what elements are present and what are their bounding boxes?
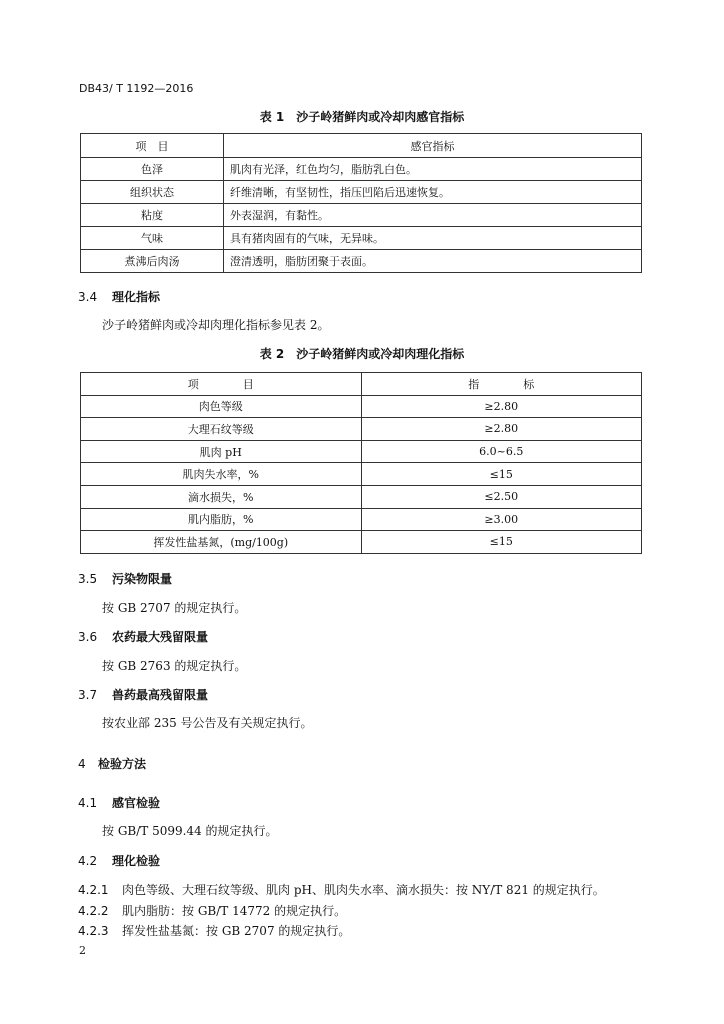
section-4-1-heading bbox=[78, 794, 160, 811]
table-cell-item: 粘度 bbox=[81, 204, 224, 227]
clause-text: 挥发性盐基氮：按 GB 2707 的规定执行。 bbox=[122, 924, 351, 938]
section-number: 4 bbox=[78, 757, 86, 771]
column-header-index: 指 标 bbox=[361, 373, 642, 396]
table-cell-item: 色泽 bbox=[81, 158, 224, 181]
table-row bbox=[81, 531, 642, 554]
section-title: 理化指标 bbox=[112, 290, 161, 304]
table-cell-value: 外表湿润，有黏性。 bbox=[224, 204, 642, 227]
table-cell-value: ≥2.80 bbox=[361, 395, 642, 418]
table-row bbox=[81, 508, 642, 531]
column-header-item: 项 目 bbox=[81, 373, 362, 396]
section-3-6-heading bbox=[78, 628, 208, 645]
clause-4-2-2 bbox=[78, 902, 346, 919]
clause-text: 肌内脂肪：按 GB/T 14772 的规定执行。 bbox=[122, 904, 347, 918]
physicochemical-index-table bbox=[80, 372, 642, 554]
page-number: 2 bbox=[79, 944, 86, 957]
document-code: DB43/ T 1192—2016 bbox=[79, 82, 194, 95]
table-row bbox=[81, 158, 642, 181]
section-number: 3.7 bbox=[78, 688, 98, 702]
table-cell-value: ≤15 bbox=[361, 531, 642, 554]
table-cell-value: ≤15 bbox=[361, 463, 642, 486]
clause-number: 4.2.1 bbox=[78, 883, 109, 897]
table-row bbox=[81, 250, 642, 273]
table-cell-item: 肌肉 pH bbox=[81, 440, 362, 463]
section-title: 理化检验 bbox=[112, 854, 161, 868]
table-header-row bbox=[81, 134, 642, 158]
section-number: 3.5 bbox=[78, 572, 98, 586]
section-number: 4.2 bbox=[78, 854, 98, 868]
section-3-5-body: 按 GB 2707 的规定执行。 bbox=[102, 601, 247, 615]
table-header-row bbox=[81, 373, 642, 396]
table-cell-item: 肌肉失水率，% bbox=[81, 463, 362, 486]
table-row bbox=[81, 204, 642, 227]
table-1-title: 表 1 沙子岭猪鲜肉或冷却肉感官指标 bbox=[259, 110, 465, 124]
table-cell-value: ≤2.50 bbox=[361, 485, 642, 508]
column-header-sensory-index: 感官指标 bbox=[224, 134, 642, 158]
section-title: 污染物限量 bbox=[112, 572, 173, 586]
table-cell-item: 大理石纹等级 bbox=[81, 418, 362, 441]
table-cell-item: 滴水损失，% bbox=[81, 485, 362, 508]
table-cell-item: 肉色等级 bbox=[81, 395, 362, 418]
table-cell-item: 气味 bbox=[81, 227, 224, 250]
section-3-7-heading bbox=[78, 686, 208, 703]
section-3-6-body: 按 GB 2763 的规定执行。 bbox=[102, 659, 247, 673]
table-row bbox=[81, 485, 642, 508]
section-3-7-body: 按农业部 235 号公告及有关规定执行。 bbox=[102, 716, 313, 730]
table-cell-value: 具有猪肉固有的气味，无异味。 bbox=[224, 227, 642, 250]
section-4-heading bbox=[78, 755, 146, 772]
clause-4-2-1 bbox=[78, 881, 605, 898]
section-title: 兽药最高残留限量 bbox=[112, 688, 209, 702]
clause-number: 4.2.2 bbox=[78, 904, 109, 918]
table-cell-value: ≥3.00 bbox=[361, 508, 642, 531]
clause-text: 肉色等级、大理石纹等级、肌肉 pH、肌肉失水率、滴水损失：按 NY/T 821 的规定执行。 bbox=[122, 883, 605, 897]
clause-number: 4.2.3 bbox=[78, 924, 109, 938]
table-row bbox=[81, 440, 642, 463]
table-cell-item: 挥发性盐基氮，(mg/100g) bbox=[81, 531, 362, 554]
table-cell-value: 纤维清晰，有坚韧性，指压凹陷后迅速恢复。 bbox=[224, 181, 642, 204]
section-number: 4.1 bbox=[78, 796, 98, 810]
table-cell-value: 肌肉有光泽，红色均匀，脂肪乳白色。 bbox=[224, 158, 642, 181]
table-cell-item: 煮沸后肉汤 bbox=[81, 250, 224, 273]
table-cell-value: 澄清透明，脂肪团聚于表面。 bbox=[224, 250, 642, 273]
section-4-2-heading bbox=[78, 852, 160, 869]
clause-4-2-3 bbox=[78, 922, 350, 939]
section-3-5-heading bbox=[78, 570, 172, 587]
table-cell-value: ≥2.80 bbox=[361, 418, 642, 441]
section-title: 感官检验 bbox=[112, 796, 161, 810]
section-title: 农药最大残留限量 bbox=[112, 630, 209, 644]
column-header-item: 项 目 bbox=[81, 134, 224, 158]
table-cell-item: 肌内脂肪，% bbox=[81, 508, 362, 531]
section-4-1-body: 按 GB/T 5099.44 的规定执行。 bbox=[102, 824, 278, 838]
table-row bbox=[81, 463, 642, 486]
table-row bbox=[81, 418, 642, 441]
table-row bbox=[81, 395, 642, 418]
table-cell-item: 组织状态 bbox=[81, 181, 224, 204]
section-number: 3.4 bbox=[78, 290, 98, 304]
table-row bbox=[81, 227, 642, 250]
section-3-4-heading bbox=[78, 288, 160, 305]
sensory-index-table bbox=[80, 133, 642, 273]
table-cell-value: 6.0~6.5 bbox=[361, 440, 642, 463]
section-number: 3.6 bbox=[78, 630, 98, 644]
section-3-4-body: 沙子岭猪鲜肉或冷却肉理化指标参见表 2。 bbox=[102, 318, 330, 332]
section-title: 检验方法 bbox=[98, 757, 147, 771]
table-row bbox=[81, 181, 642, 204]
table-2-title: 表 2 沙子岭猪鲜肉或冷却肉理化指标 bbox=[259, 347, 465, 361]
